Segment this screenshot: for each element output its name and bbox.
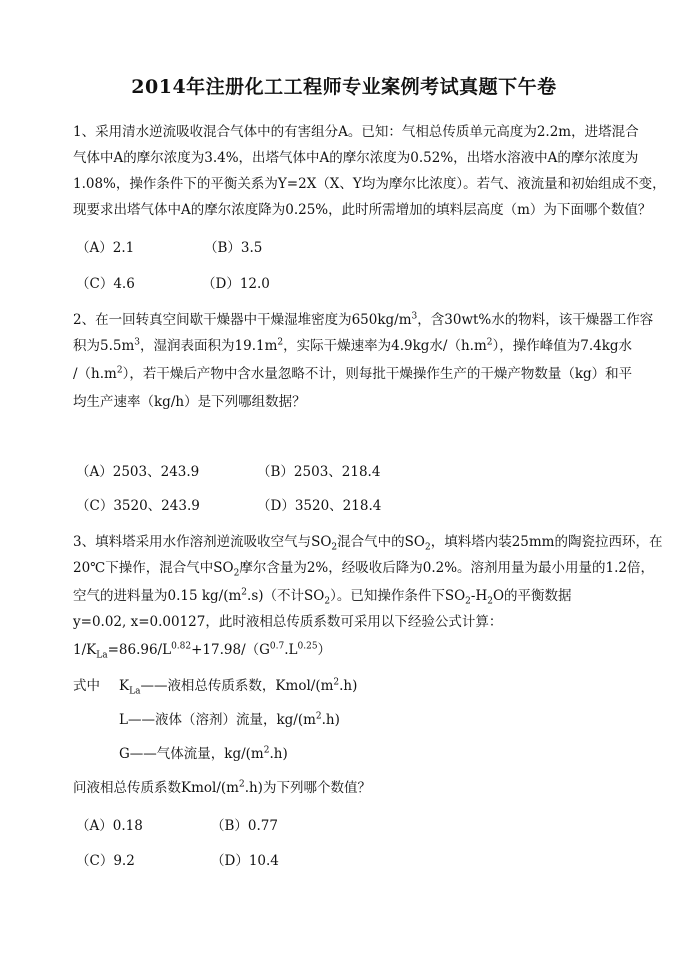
q2-line-2: 积为$5.5m^3$，湿润表面积为$19.1m^2$，实际干燥速率为4.9kg水$/(h.m^2)$，操作峰值为7.4kg水 [73,337,633,354]
q3-definition-g: G——气体流量，$kg/(m^2.h)$ [119,745,288,762]
q3-where-label: 式中 [73,678,100,694]
page-title: 2014年注册化工工程师专业案例考试真题下午卷 [131,76,557,98]
q1-line-3: 1.08%，操作条件下的平衡关系为Y=2X（X、Y均为摩尔比浓度）。若气、液流量和初始组成不变， [73,176,666,192]
q2-line-3: $/(h.m^2)$，若干燥后产物中含水量忽略不计，则每批干燥操作生产的干燥产物数量（kg）和平 [73,365,633,382]
q1-option-a: （A）2.1 [76,240,135,256]
q1-option-b: （B）3.5 [204,240,263,256]
q1-option-c: （C）4.6 [76,276,135,292]
q1-line-4: 现要求出塔气体中A的摩尔浓度降为0.25%，此时所需增加的填料层高度（m）为下面哪个数值？ [73,202,652,218]
q2-line-1: 2、在一回转真空间歇干燥器中干燥湿堆密度为$650kg/m^3$，含30wt%水的物料，该干燥器工作容 [73,311,654,328]
q1-line-1: 1、采用清水逆流吸收混合气体中的有害组分A。已知：气相总传质单元高度为2.2m，进塔混合 [73,124,639,140]
q2-line-4: 均生产速率（kg/h）是下列哪组数据？ [73,394,306,410]
q1-line-2: 气体中A的摩尔浓度为3.4%，出塔气体中A的摩尔浓度为0.52%，出塔水溶液中A的摩尔浓度为 [73,150,639,166]
q3-formula: $1/K_{La}=86.96/L^{0.82}+17.98/(G^{0.7}.L^{0.25})$ [73,641,332,661]
q3-option-d: （D）10.4 [211,853,279,869]
q2-option-d: （D）3520、218.4 [257,498,382,514]
q1-option-d: （D）12.0 [202,276,270,292]
q3-line-1: 3、填料塔采用水作溶剂逆流吸收空气与$SO_2$混合气中的$SO_2$，填料塔内装25mm的陶瓷拉西环，在 [73,534,663,553]
q3-option-c: （C）9.2 [76,853,135,869]
q2-option-a: （A）2503、243.9 [76,464,200,480]
q3-option-a: （A）0.18 [76,818,143,834]
q2-option-c: （C）3520、243.9 [76,498,200,514]
q3-definition-l: L——液体（溶剂）流量，$kg/(m^2.h)$ [119,711,340,728]
q3-question: 问液相总传质系数Kmol/$(m^2.h)$为下列哪个数值？ [73,779,371,796]
q3-line-2: 20℃下操作，混合气中$SO_2$摩尔含量为2%，经吸收后降为0.2%。溶剂用量为最小用量的1.2倍， [73,560,655,579]
q3-definition-kla: $K_{La}——$液相总传质系数，Kmol/$(m^2.h)$ [119,677,358,697]
q3-line-3: 空气的进料量为0.15 $kg/(m^2.s)$（不计$SO_2$）。已知操作条件下$SO_2-H_2O$的平衡数据 [73,587,572,607]
q3-line-4: y=0.02, x=0.00127，此时液相总传质系数可采用以下经验公式计算： [73,614,503,630]
q2-option-b: （B）2503、218.4 [257,464,381,480]
q3-option-b: （B）0.77 [211,818,278,834]
